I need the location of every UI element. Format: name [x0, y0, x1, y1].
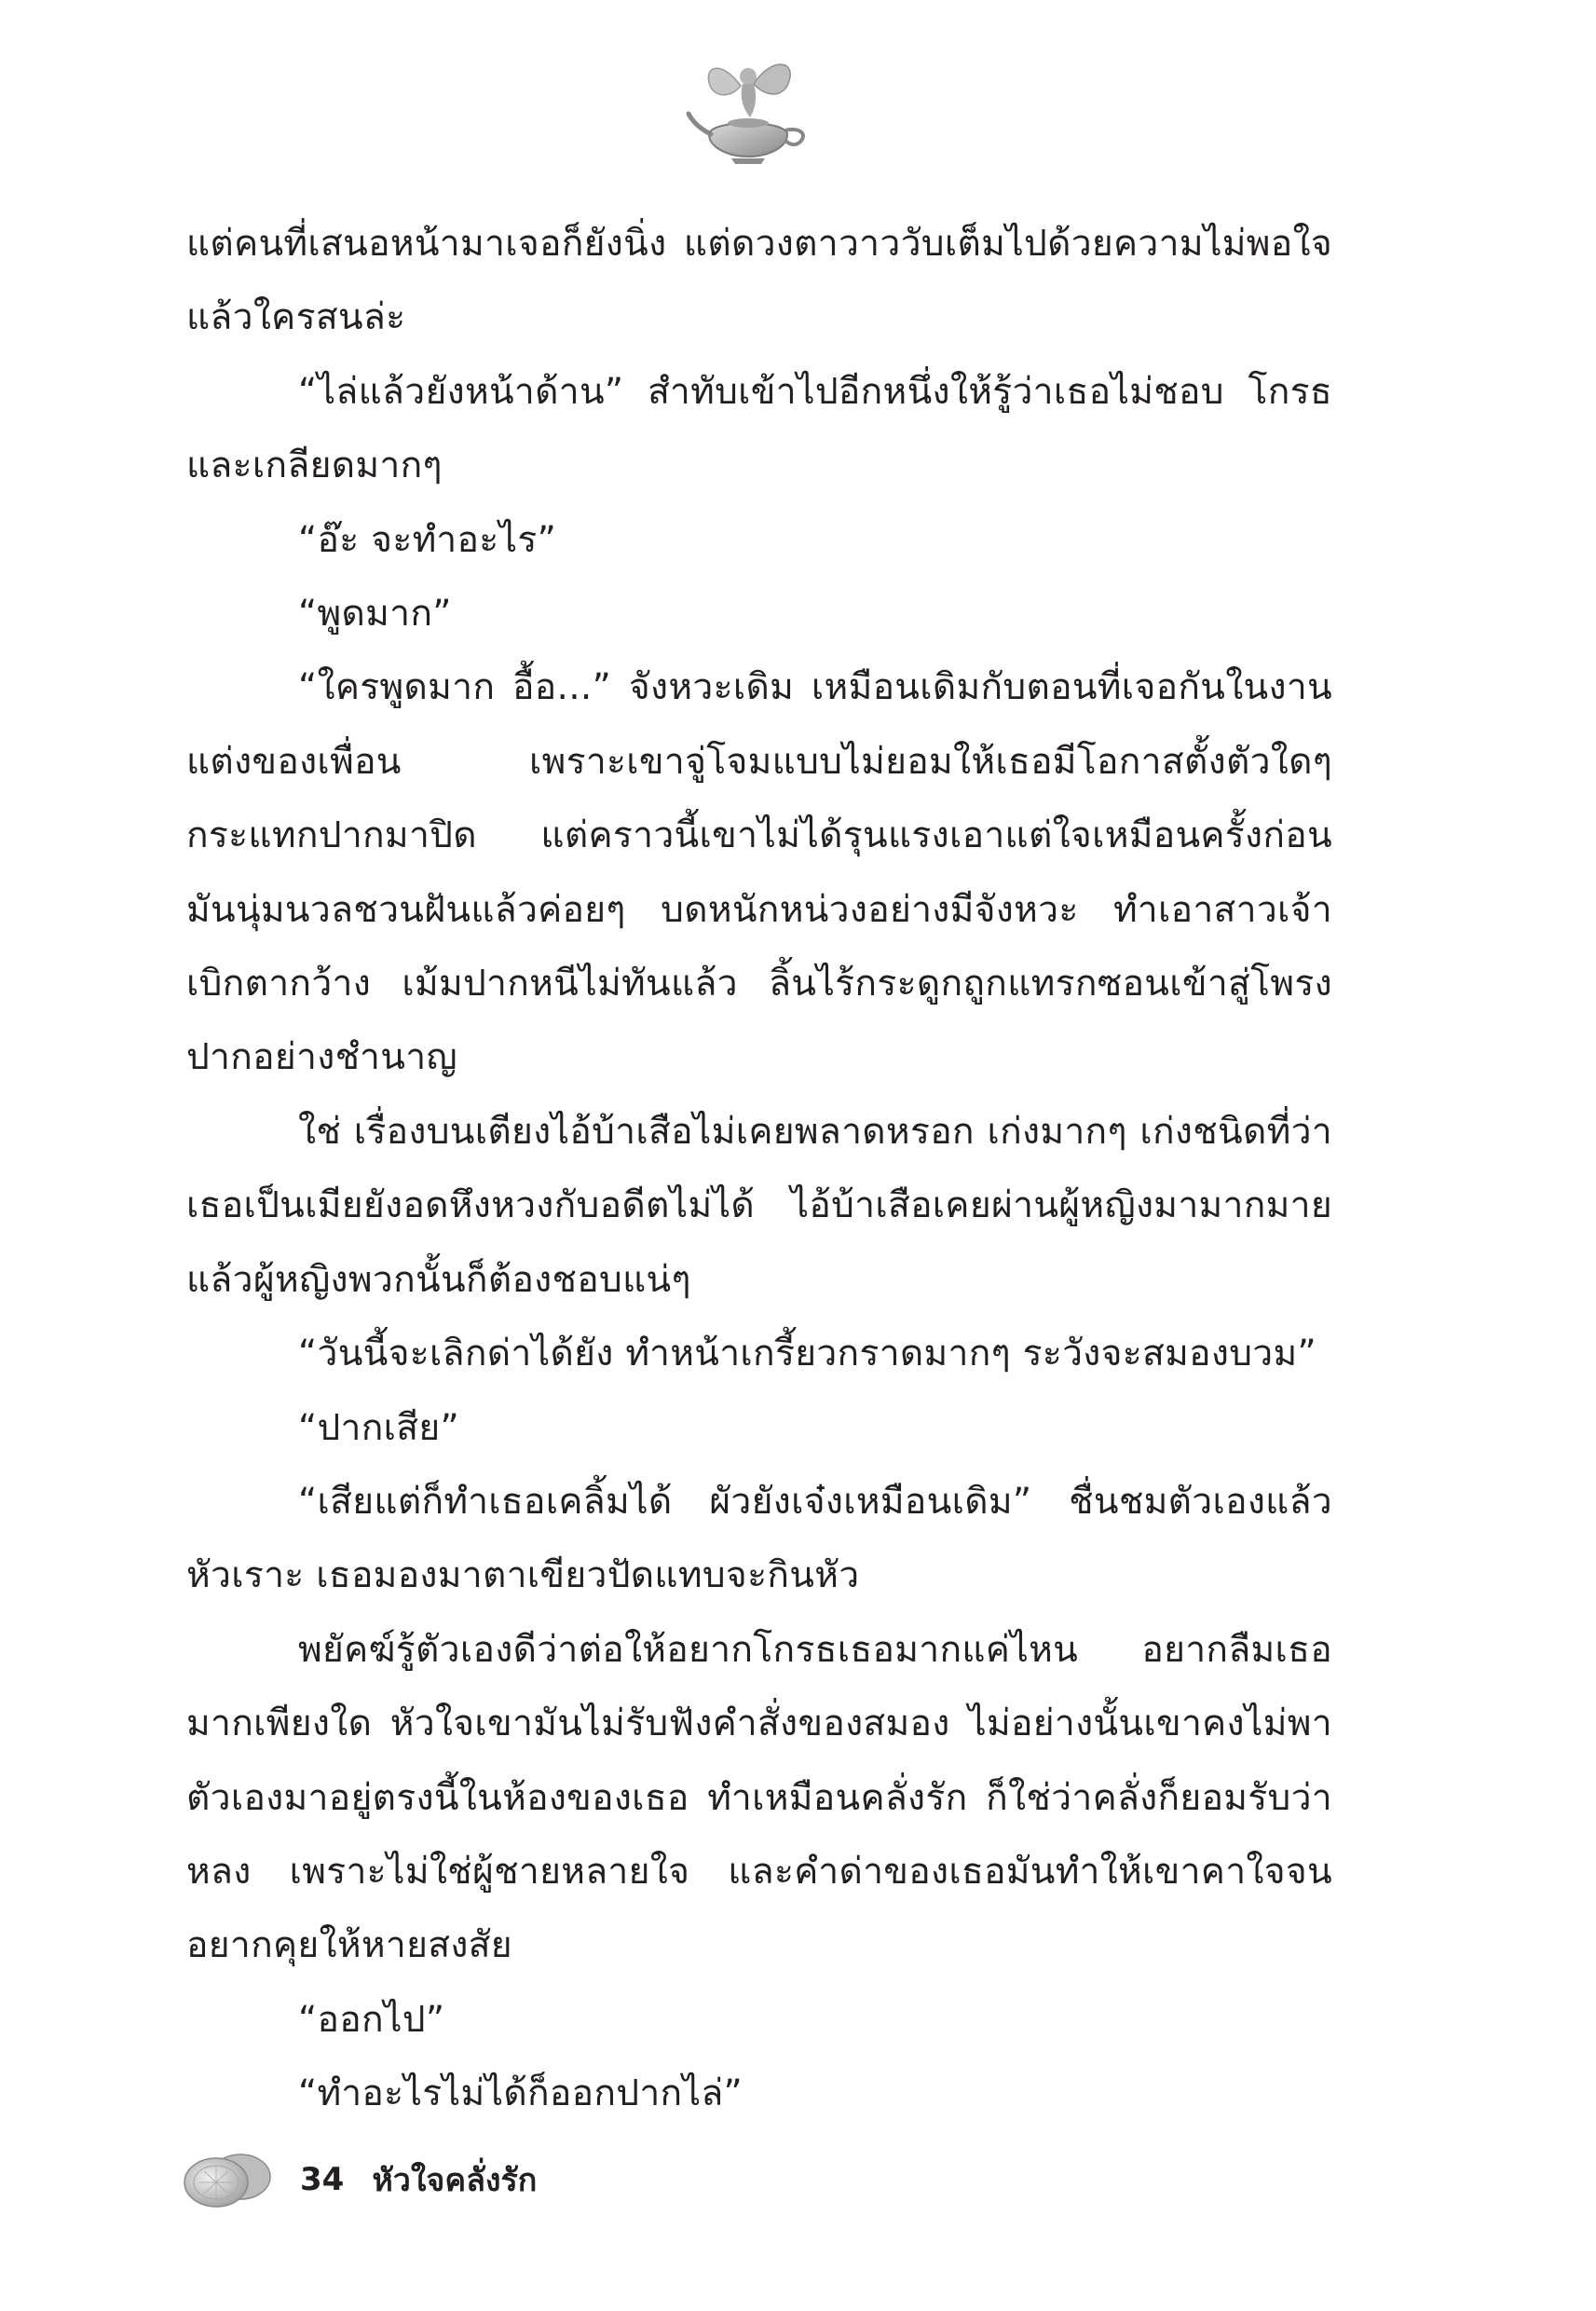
paragraph-9: “เสียแต่ก็ทำเธอเคลิ้มได้ ผัวยังเจ๋งเหมือนเดิม” ชื่นชมตัวเองแล้วหัวเราะ เธอมองมาตาเขียวปัดแทบจะกินหัว — [186, 1480, 1332, 1597]
paragraph-8: “ปากเสีย” — [298, 1406, 460, 1449]
paragraph-10: พยัคฆ์รู้ตัวเองดีว่าต่อให้อยากโกรธเธอมากแค่ไหน อยากลืมเธอมากเพียงใด หัวใจเขามันไม่รับฟังคำสั่งของสมอง ไม่อย่างนั้นเขาคงไม่พาตัวเองมาอยู่ตรงนี้ในห้องของเธอ ทำเหมือนคลั่งรัก ก็ใช่ว่าคลั่งก็ยอมรับว่าหลง เพราะไม่ใช่ผู้ชายหลายใจ และคำด่าของเธอมันทำให้เขาคาใจจนอยากคุยให้หายสงสัย — [186, 1628, 1332, 1967]
page-number: 34 — [300, 2161, 345, 2198]
paragraph-4: “พูดมาก” — [298, 593, 452, 636]
orange-fruit-icon — [179, 2151, 276, 2208]
paragraph-5: “ใครพูดมาก อื้อ...” จังหวะเดิม เหมือนเดิมกับตอนที่เจอกันในงานแต่งของเพื่อน เพราะเขาจู่โจมแบบไม่ยอมให้เธอมีโอกาสตั้งตัวใดๆ กระแทกปากมาปิด แต่คราวนี้เขาไม่ได้รุนแรงเอาแต่ใจเหมือนครั้งก่อน มันนุ่มนวลชวนฝันแล้วค่อยๆ บดหนักหน่วงอย่างมีจังหวะ ทำเอาสาวเจ้าเบิกตากว้าง เม้มปากหนีไม่ทันแล้ว ลิ้นไร้กระดูกถูกแทรกซอนเข้าสู่โพรงปากอย่างชำนาญ — [186, 666, 1332, 1079]
paragraph-6: ใช่ เรื่องบนเตียงไอ้บ้าเสือไม่เคยพลาดหรอก เก่งมากๆ เก่งชนิดที่ว่าเธอเป็นเมียยังอดหึงหวงกับอดีตไม่ได้ ไอ้บ้าเสือเคยผ่านผู้หญิงมามากมาย แล้วผู้หญิงพวกนั้นก็ต้องชอบแน่ๆ — [186, 1110, 1332, 1301]
paragraph-3: “อ๊ะ จะทำอะไร” — [298, 518, 557, 561]
paragraph-7: “วันนี้จะเลิกด่าได้ยัง ทำหน้าเกรี้ยวกราดมากๆ ระวังจะสมองบวม” — [298, 1333, 1316, 1375]
body-text — [186, 207, 1332, 2131]
paragraph-12: “ทำอะไรไม่ได้ก็ออกปากไล่” — [298, 2072, 743, 2115]
book-title: หัวใจคลั่งรัก — [372, 2162, 538, 2199]
paragraph-1: แต่คนที่เสนอหน้ามาเจอก็ยังนิ่ง แต่ดวงตาวาววับเต็มไปด้วยความไม่พอใจ แล้วใครสนล่ะ — [186, 223, 1332, 339]
paragraph-11: “ออกไป” — [298, 1998, 445, 2041]
page-footer — [179, 2147, 537, 2212]
paragraph-2: “ไล่แล้วยังหน้าด้าน” สำทับเข้าไปอีกหนึ่งให้รู้ว่าเธอไม่ชอบ โกรธและเกลียดมากๆ — [186, 370, 1332, 487]
fairy-teapot-icon — [683, 48, 813, 170]
